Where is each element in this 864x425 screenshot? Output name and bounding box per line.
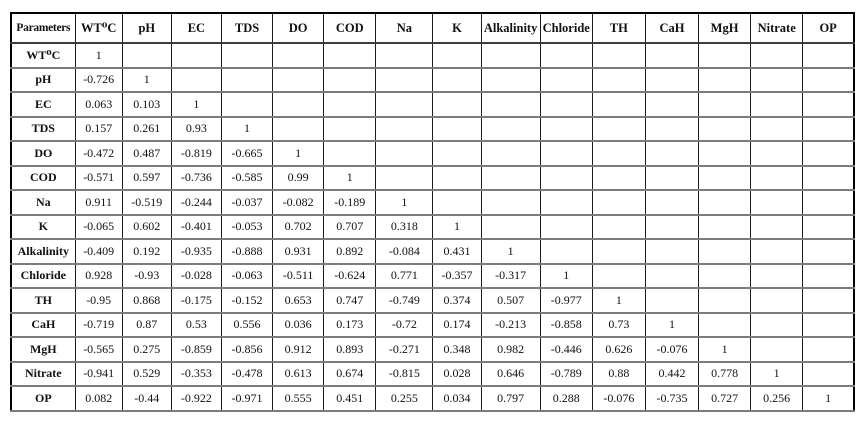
empty-cell bbox=[699, 288, 751, 313]
empty-cell bbox=[803, 239, 854, 264]
value-cell: 0.602 bbox=[122, 215, 171, 240]
value-cell: -0.858 bbox=[540, 313, 592, 338]
value-cell: 0.082 bbox=[75, 386, 122, 411]
empty-cell bbox=[592, 92, 645, 117]
empty-cell bbox=[273, 68, 324, 93]
table-row bbox=[11, 43, 854, 68]
empty-cell bbox=[273, 117, 324, 142]
value-cell: 0.99 bbox=[273, 166, 324, 191]
empty-cell bbox=[540, 92, 592, 117]
value-cell: 0.374 bbox=[433, 288, 481, 313]
empty-cell bbox=[273, 43, 324, 68]
column-header: Na bbox=[376, 13, 433, 43]
value-cell: -0.93 bbox=[122, 264, 171, 289]
empty-cell bbox=[481, 117, 540, 142]
empty-cell bbox=[803, 92, 854, 117]
empty-cell bbox=[751, 117, 803, 142]
row-label: TH bbox=[11, 288, 75, 313]
value-cell: 0.727 bbox=[699, 386, 751, 411]
empty-cell bbox=[540, 117, 592, 142]
table-row bbox=[11, 337, 854, 362]
column-header: WT⁰C bbox=[75, 13, 122, 43]
empty-cell bbox=[751, 215, 803, 240]
value-cell: 0.261 bbox=[122, 117, 171, 142]
empty-cell bbox=[699, 264, 751, 289]
empty-cell bbox=[433, 43, 481, 68]
value-cell: -0.44 bbox=[122, 386, 171, 411]
value-cell: -0.065 bbox=[75, 215, 122, 240]
value-cell: 1 bbox=[803, 386, 854, 411]
empty-cell bbox=[645, 117, 698, 142]
empty-cell bbox=[803, 141, 854, 166]
empty-cell bbox=[699, 43, 751, 68]
value-cell: -0.076 bbox=[592, 386, 645, 411]
empty-cell bbox=[803, 166, 854, 191]
value-cell: -0.244 bbox=[171, 190, 221, 215]
empty-cell bbox=[803, 313, 854, 338]
value-cell: 0.034 bbox=[433, 386, 481, 411]
column-header: EC bbox=[171, 13, 221, 43]
value-cell: 0.626 bbox=[592, 337, 645, 362]
empty-cell bbox=[433, 92, 481, 117]
empty-cell bbox=[645, 92, 698, 117]
value-cell: 0.613 bbox=[273, 362, 324, 387]
value-cell: -0.977 bbox=[540, 288, 592, 313]
empty-cell bbox=[376, 68, 433, 93]
row-label: Nitrate bbox=[11, 362, 75, 387]
empty-cell bbox=[592, 239, 645, 264]
value-cell: -0.511 bbox=[273, 264, 324, 289]
empty-cell bbox=[592, 43, 645, 68]
value-cell: -0.271 bbox=[376, 337, 433, 362]
empty-cell bbox=[699, 141, 751, 166]
empty-cell bbox=[751, 43, 803, 68]
empty-cell bbox=[803, 43, 854, 68]
empty-cell bbox=[592, 68, 645, 93]
table-row bbox=[11, 190, 854, 215]
value-cell: 0.556 bbox=[221, 313, 272, 338]
empty-cell bbox=[376, 43, 433, 68]
value-cell: 0.778 bbox=[699, 362, 751, 387]
value-cell: 0.256 bbox=[751, 386, 803, 411]
value-cell: -0.922 bbox=[171, 386, 221, 411]
value-cell: 0.87 bbox=[122, 313, 171, 338]
table-row bbox=[11, 386, 854, 411]
value-cell: 1 bbox=[540, 264, 592, 289]
value-cell: 0.507 bbox=[481, 288, 540, 313]
value-cell: 0.911 bbox=[75, 190, 122, 215]
value-cell: 0.028 bbox=[433, 362, 481, 387]
empty-cell bbox=[751, 68, 803, 93]
empty-cell bbox=[699, 68, 751, 93]
value-cell: 1 bbox=[645, 313, 698, 338]
column-header: Chloride bbox=[540, 13, 592, 43]
empty-cell bbox=[540, 166, 592, 191]
empty-cell bbox=[699, 117, 751, 142]
table-row bbox=[11, 239, 854, 264]
value-cell: 1 bbox=[171, 92, 221, 117]
row-label: COD bbox=[11, 166, 75, 191]
empty-cell bbox=[592, 215, 645, 240]
row-label: Na bbox=[11, 190, 75, 215]
empty-cell bbox=[645, 215, 698, 240]
empty-cell bbox=[221, 68, 272, 93]
correlation-matrix bbox=[10, 12, 855, 412]
value-cell: 0.173 bbox=[324, 313, 376, 338]
empty-cell bbox=[803, 337, 854, 362]
table-row bbox=[11, 313, 854, 338]
value-cell: 1 bbox=[75, 43, 122, 68]
empty-cell bbox=[751, 166, 803, 191]
column-header: K bbox=[433, 13, 481, 43]
empty-cell bbox=[540, 141, 592, 166]
value-cell: -0.082 bbox=[273, 190, 324, 215]
value-cell: 1 bbox=[481, 239, 540, 264]
empty-cell bbox=[803, 117, 854, 142]
value-cell: 1 bbox=[221, 117, 272, 142]
value-cell: -0.152 bbox=[221, 288, 272, 313]
empty-cell bbox=[481, 43, 540, 68]
value-cell: -0.084 bbox=[376, 239, 433, 264]
value-cell: -0.213 bbox=[481, 313, 540, 338]
empty-cell bbox=[324, 92, 376, 117]
empty-cell bbox=[803, 264, 854, 289]
empty-cell bbox=[433, 141, 481, 166]
value-cell: 0.103 bbox=[122, 92, 171, 117]
column-header: Alkalinity bbox=[481, 13, 540, 43]
table-body bbox=[11, 43, 854, 411]
value-cell: -0.95 bbox=[75, 288, 122, 313]
value-cell: -0.519 bbox=[122, 190, 171, 215]
value-cell: -0.353 bbox=[171, 362, 221, 387]
column-header: CaH bbox=[645, 13, 698, 43]
value-cell: 1 bbox=[433, 215, 481, 240]
empty-cell bbox=[803, 215, 854, 240]
column-header: DO bbox=[273, 13, 324, 43]
value-cell: -0.478 bbox=[221, 362, 272, 387]
empty-cell bbox=[592, 190, 645, 215]
row-label: EC bbox=[11, 92, 75, 117]
empty-cell bbox=[592, 166, 645, 191]
empty-cell bbox=[376, 92, 433, 117]
table-row bbox=[11, 92, 854, 117]
empty-cell bbox=[645, 264, 698, 289]
row-label: MgH bbox=[11, 337, 75, 362]
empty-cell bbox=[803, 68, 854, 93]
value-cell: 0.192 bbox=[122, 239, 171, 264]
row-label: Alkalinity bbox=[11, 239, 75, 264]
empty-cell bbox=[433, 117, 481, 142]
empty-cell bbox=[699, 239, 751, 264]
value-cell: -0.719 bbox=[75, 313, 122, 338]
value-cell: -0.624 bbox=[324, 264, 376, 289]
column-header: TDS bbox=[221, 13, 272, 43]
empty-cell bbox=[645, 239, 698, 264]
value-cell: -0.028 bbox=[171, 264, 221, 289]
empty-cell bbox=[324, 141, 376, 166]
value-cell: 1 bbox=[592, 288, 645, 313]
empty-cell bbox=[699, 166, 751, 191]
value-cell: -0.935 bbox=[171, 239, 221, 264]
column-header: OP bbox=[803, 13, 854, 43]
empty-cell bbox=[221, 92, 272, 117]
empty-cell bbox=[592, 264, 645, 289]
table-row bbox=[11, 166, 854, 191]
empty-cell bbox=[540, 190, 592, 215]
value-cell: -0.735 bbox=[645, 386, 698, 411]
empty-cell bbox=[171, 43, 221, 68]
empty-cell bbox=[699, 313, 751, 338]
correlation-matrix-table bbox=[10, 12, 855, 412]
value-cell: 0.93 bbox=[171, 117, 221, 142]
value-cell: 0.036 bbox=[273, 313, 324, 338]
value-cell: -0.317 bbox=[481, 264, 540, 289]
empty-cell bbox=[481, 141, 540, 166]
table-row bbox=[11, 264, 854, 289]
row-label: TDS bbox=[11, 117, 75, 142]
value-cell: 0.747 bbox=[324, 288, 376, 313]
value-cell: 0.912 bbox=[273, 337, 324, 362]
empty-cell bbox=[540, 43, 592, 68]
value-cell: 0.646 bbox=[481, 362, 540, 387]
empty-cell bbox=[645, 68, 698, 93]
value-cell: 0.063 bbox=[75, 92, 122, 117]
empty-cell bbox=[803, 190, 854, 215]
value-cell: 0.157 bbox=[75, 117, 122, 142]
value-cell: -0.076 bbox=[645, 337, 698, 362]
value-cell: -0.749 bbox=[376, 288, 433, 313]
column-header: TH bbox=[592, 13, 645, 43]
empty-cell bbox=[324, 117, 376, 142]
empty-cell bbox=[481, 92, 540, 117]
table-row bbox=[11, 117, 854, 142]
value-cell: 0.931 bbox=[273, 239, 324, 264]
empty-cell bbox=[376, 166, 433, 191]
empty-cell bbox=[699, 92, 751, 117]
table-row bbox=[11, 288, 854, 313]
header-row bbox=[11, 13, 854, 43]
row-label: CaH bbox=[11, 313, 75, 338]
empty-cell bbox=[324, 68, 376, 93]
value-cell: -0.037 bbox=[221, 190, 272, 215]
value-cell: 0.318 bbox=[376, 215, 433, 240]
value-cell: -0.665 bbox=[221, 141, 272, 166]
value-cell: 0.529 bbox=[122, 362, 171, 387]
value-cell: 1 bbox=[273, 141, 324, 166]
empty-cell bbox=[699, 190, 751, 215]
empty-cell bbox=[751, 288, 803, 313]
value-cell: -0.856 bbox=[221, 337, 272, 362]
row-label: Chloride bbox=[11, 264, 75, 289]
empty-cell bbox=[803, 362, 854, 387]
value-cell: 0.348 bbox=[433, 337, 481, 362]
table-row bbox=[11, 362, 854, 387]
value-cell: 0.797 bbox=[481, 386, 540, 411]
empty-cell bbox=[645, 141, 698, 166]
value-cell: -0.726 bbox=[75, 68, 122, 93]
empty-cell bbox=[481, 190, 540, 215]
table-row bbox=[11, 68, 854, 93]
empty-cell bbox=[751, 313, 803, 338]
empty-cell bbox=[481, 68, 540, 93]
value-cell: -0.409 bbox=[75, 239, 122, 264]
empty-cell bbox=[592, 141, 645, 166]
row-label: OP bbox=[11, 386, 75, 411]
value-cell: -0.72 bbox=[376, 313, 433, 338]
value-cell: 0.982 bbox=[481, 337, 540, 362]
empty-cell bbox=[592, 117, 645, 142]
empty-cell bbox=[481, 166, 540, 191]
table-header bbox=[11, 13, 854, 43]
value-cell: 0.702 bbox=[273, 215, 324, 240]
empty-cell bbox=[803, 288, 854, 313]
empty-cell bbox=[221, 43, 272, 68]
value-cell: 1 bbox=[122, 68, 171, 93]
value-cell: -0.789 bbox=[540, 362, 592, 387]
value-cell: -0.053 bbox=[221, 215, 272, 240]
value-cell: 0.771 bbox=[376, 264, 433, 289]
value-cell: -0.446 bbox=[540, 337, 592, 362]
row-label: DO bbox=[11, 141, 75, 166]
value-cell: 0.653 bbox=[273, 288, 324, 313]
empty-cell bbox=[433, 190, 481, 215]
value-cell: 0.88 bbox=[592, 362, 645, 387]
value-cell: 1 bbox=[324, 166, 376, 191]
value-cell: 0.707 bbox=[324, 215, 376, 240]
value-cell: -0.888 bbox=[221, 239, 272, 264]
empty-cell bbox=[645, 190, 698, 215]
empty-cell bbox=[645, 43, 698, 68]
value-cell: 0.892 bbox=[324, 239, 376, 264]
value-cell: 0.288 bbox=[540, 386, 592, 411]
empty-cell bbox=[751, 92, 803, 117]
value-cell: 0.275 bbox=[122, 337, 171, 362]
empty-cell bbox=[645, 166, 698, 191]
value-cell: -0.815 bbox=[376, 362, 433, 387]
value-cell: -0.971 bbox=[221, 386, 272, 411]
value-cell: 0.674 bbox=[324, 362, 376, 387]
row-label: K bbox=[11, 215, 75, 240]
value-cell: 0.73 bbox=[592, 313, 645, 338]
value-cell: 0.53 bbox=[171, 313, 221, 338]
empty-cell bbox=[645, 288, 698, 313]
value-cell: 1 bbox=[376, 190, 433, 215]
value-cell: -0.819 bbox=[171, 141, 221, 166]
empty-cell bbox=[751, 190, 803, 215]
value-cell: -0.941 bbox=[75, 362, 122, 387]
table-row bbox=[11, 215, 854, 240]
empty-cell bbox=[540, 215, 592, 240]
value-cell: -0.585 bbox=[221, 166, 272, 191]
value-cell: -0.189 bbox=[324, 190, 376, 215]
row-label: pH bbox=[11, 68, 75, 93]
empty-cell bbox=[481, 215, 540, 240]
value-cell: 0.174 bbox=[433, 313, 481, 338]
empty-cell bbox=[376, 117, 433, 142]
empty-cell bbox=[751, 141, 803, 166]
value-cell: -0.859 bbox=[171, 337, 221, 362]
value-cell: -0.736 bbox=[171, 166, 221, 191]
parameters-header: Parameters bbox=[11, 13, 75, 43]
value-cell: -0.401 bbox=[171, 215, 221, 240]
value-cell: -0.565 bbox=[75, 337, 122, 362]
empty-cell bbox=[751, 264, 803, 289]
value-cell: -0.472 bbox=[75, 141, 122, 166]
empty-cell bbox=[751, 337, 803, 362]
value-cell: -0.063 bbox=[221, 264, 272, 289]
value-cell: 0.442 bbox=[645, 362, 698, 387]
value-cell: 0.868 bbox=[122, 288, 171, 313]
table-row bbox=[11, 141, 854, 166]
empty-cell bbox=[376, 141, 433, 166]
value-cell: 0.893 bbox=[324, 337, 376, 362]
value-cell: -0.571 bbox=[75, 166, 122, 191]
value-cell: 0.928 bbox=[75, 264, 122, 289]
empty-cell bbox=[122, 43, 171, 68]
value-cell: 0.431 bbox=[433, 239, 481, 264]
column-header: COD bbox=[324, 13, 376, 43]
column-header: Nitrate bbox=[751, 13, 803, 43]
empty-cell bbox=[699, 215, 751, 240]
value-cell: 0.451 bbox=[324, 386, 376, 411]
value-cell: 1 bbox=[699, 337, 751, 362]
empty-cell bbox=[433, 68, 481, 93]
value-cell: 0.255 bbox=[376, 386, 433, 411]
empty-cell bbox=[540, 239, 592, 264]
empty-cell bbox=[433, 166, 481, 191]
value-cell: -0.175 bbox=[171, 288, 221, 313]
empty-cell bbox=[751, 239, 803, 264]
value-cell: 0.487 bbox=[122, 141, 171, 166]
value-cell: 0.555 bbox=[273, 386, 324, 411]
value-cell: 0.597 bbox=[122, 166, 171, 191]
empty-cell bbox=[273, 92, 324, 117]
value-cell: 1 bbox=[751, 362, 803, 387]
row-label: WT⁰C bbox=[11, 43, 75, 68]
column-header: pH bbox=[122, 13, 171, 43]
column-header: MgH bbox=[699, 13, 751, 43]
empty-cell bbox=[171, 68, 221, 93]
value-cell: -0.357 bbox=[433, 264, 481, 289]
empty-cell bbox=[540, 68, 592, 93]
empty-cell bbox=[324, 43, 376, 68]
